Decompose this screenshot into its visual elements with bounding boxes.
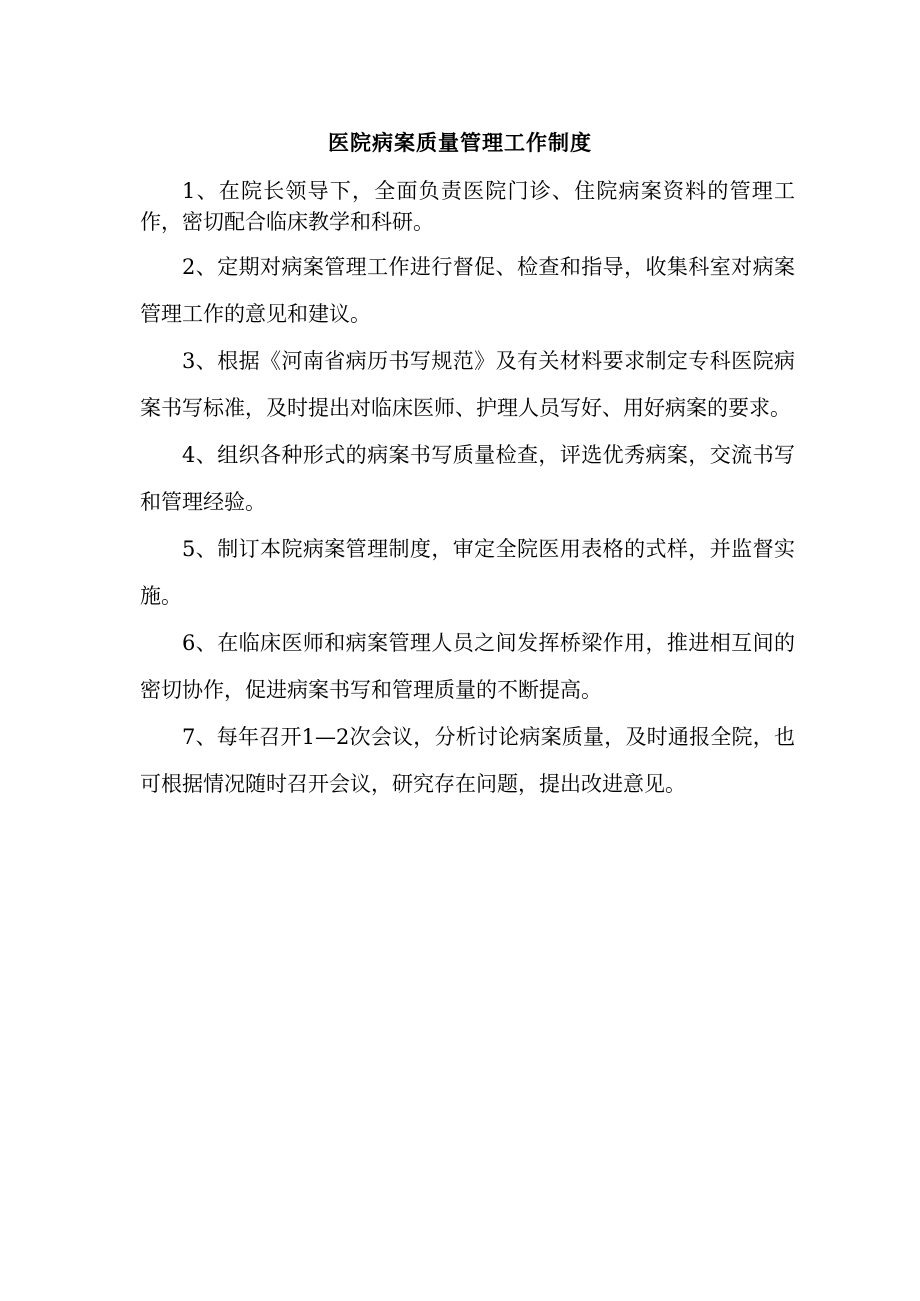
document-title: 医院病案质量管理工作制度 — [328, 130, 592, 155]
paragraph-3: 3、根据《河南省病历书写规范》及有关材料要求制定专科医院病案书写标准，及时提出对临床医师、护理人员写好、用好病案的要求。 — [140, 349, 795, 420]
paragraph-7: 7、每年召开1—2次会议，分析讨论病案质量，及时通报全院，也可根据情况随时召开会议，研究存在问题，提出改进意见。 — [140, 725, 795, 796]
paragraph-2: 2、定期对病案管理工作进行督促、检查和指导，收集科室对病案管理工作的意见和建议。 — [140, 255, 795, 326]
paragraph-4: 4、组织各种形式的病案书写质量检查，评选优秀病案，交流书写和管理经验。 — [140, 443, 795, 514]
paragraph-1: 1、在院长领导下，全面负责医院门诊、住院病案资料的管理工作，密切配合临床教学和科研。 — [140, 179, 795, 234]
paragraph-6: 6、在临床医师和病案管理人员之间发挥桥梁作用，推进相互间的密切协作，促进病案书写和管理质量的不断提高。 — [140, 631, 795, 702]
document-body — [140, 176, 795, 808]
paragraph-5: 5、制订本院病案管理制度，审定全院医用表格的式样，并监督实施。 — [140, 537, 795, 608]
